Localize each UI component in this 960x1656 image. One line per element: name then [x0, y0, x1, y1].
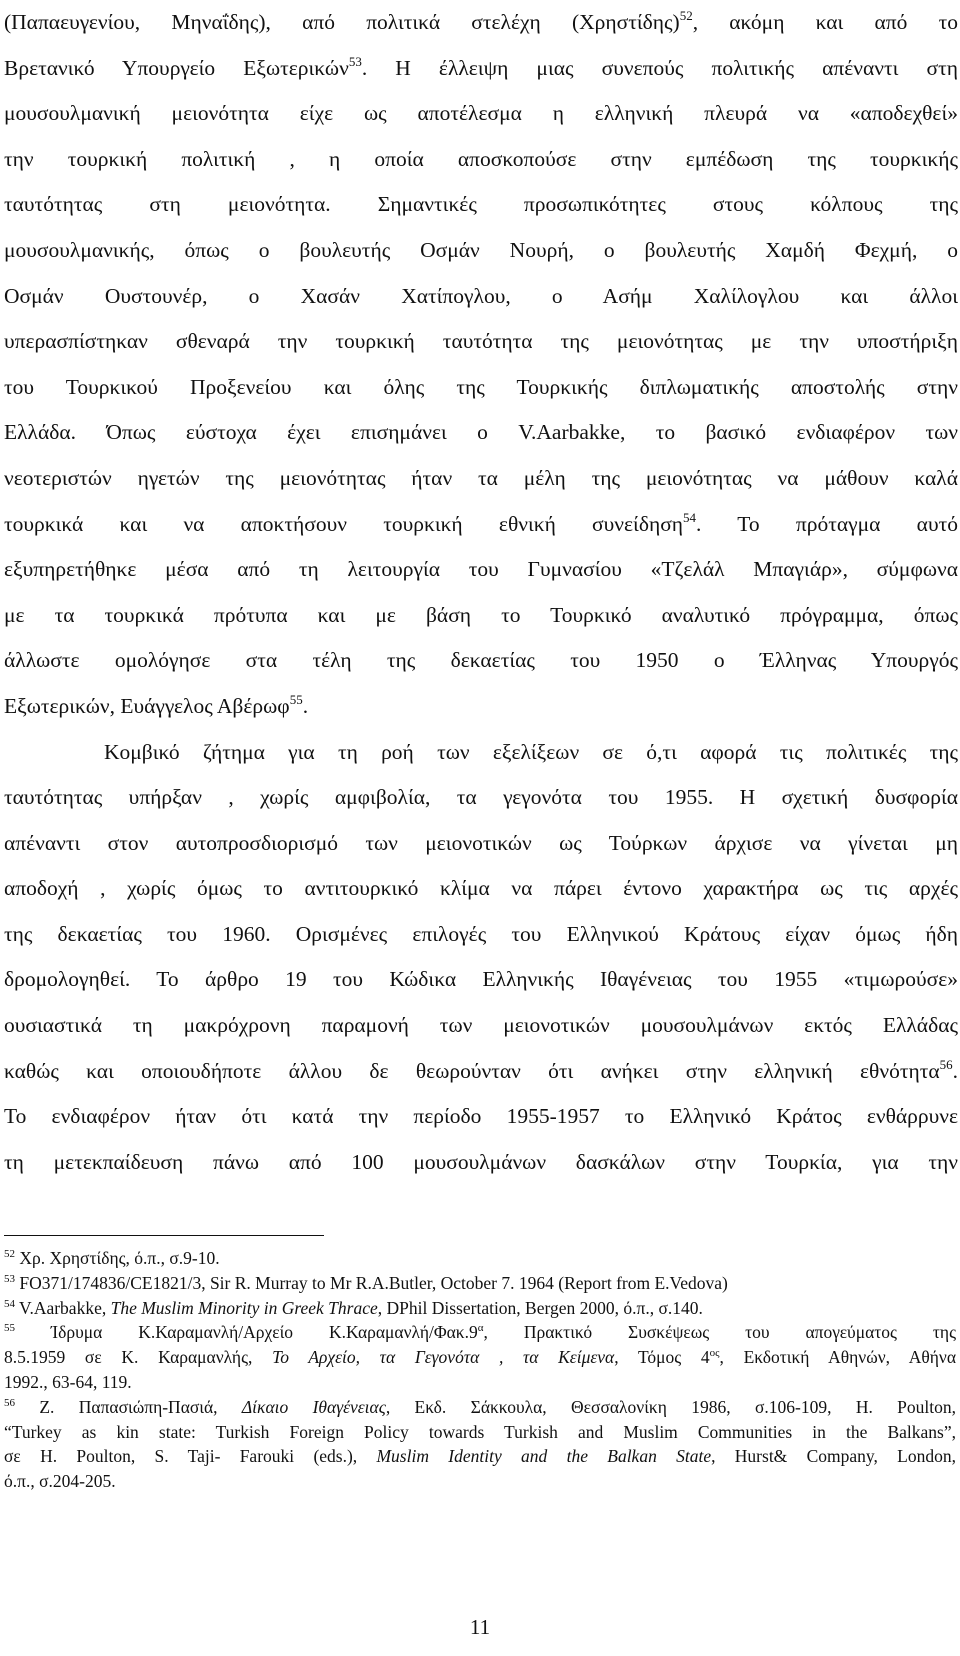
text-run: άλλωστε ομολόγησε στα τέλη της δεκαετίας του 1950 ο Έλληνας Υπουργός [4, 648, 958, 673]
body-line [4, 684, 958, 730]
text-run: Βρετανικό Υπουργείο Εξωτερικών [4, 55, 349, 80]
text-run: μουσουλμανική μειονότητα είχε ως αποτέλεσμα η ελληνική πλευρά να «αποδεχθεί» [4, 101, 958, 126]
text-run: , Εκδ. Σάκκουλα, Θεσσαλονίκη 1986, σ.106-109, H. Poulton, [385, 1396, 957, 1417]
body-line [4, 365, 958, 411]
body-line [4, 274, 958, 320]
text-run: ταυτότητας στη μειονότητα. Σημαντικές προσωπικότητες στους κόλπους της [4, 192, 958, 217]
text-run: . [952, 1058, 958, 1083]
text-run: την τουρκική πολιτική , η οποία αποσκοπούσε στην εμπέδωση της τουρκικής [4, 146, 958, 171]
text-run: , DPhil Dissertation, Bergen 2000, ό.π., σ.140. [377, 1297, 703, 1318]
text-run: 1992., 63-64, 119. [4, 1371, 132, 1392]
footnote-ref: α [477, 1322, 484, 1335]
text-run: της δεκαετίας του 1960. Ορισμένες επιλογές του Ελληνικού Κράτους είχαν όμως ήδη [4, 921, 958, 946]
text-run: ουσιαστικά τη μακρόχρονη παραμονή των μειονοτικών μουσουλμάνων εκτός Ελλάδας [4, 1013, 958, 1038]
text-run: μουσουλμανικής, όπως ο βουλευτής Οσμάν Νουρή, ο βουλευτής Χαμδή Φεχμή, ο [4, 237, 958, 262]
footnote-separator [4, 1235, 324, 1236]
footnotes [4, 1246, 956, 1494]
italic-title: The Muslim Minority in Greek Thrace [110, 1297, 378, 1318]
footnote-line [4, 1271, 956, 1296]
text-run: , Πρακτικό Συσκέψεως του απογεύματος της [483, 1322, 957, 1343]
text-run: Το ενδιαφέρον ήταν ότι κατά την περίοδο 1955-1957 το Ελληνικό Κράτος ενθάρρυνε [4, 1104, 958, 1129]
text-run: (Παπαευγενίου, Μηναΐδης), από πολιτικά στελέχη (Χρηστίδης) [4, 10, 680, 34]
footnote-ref: 53 [4, 1272, 15, 1285]
body-line [4, 1094, 958, 1140]
footnote-ref: ος [709, 1347, 720, 1360]
text-run: νεοτεριστών ηγετών της μειονότητας ήταν τα μέλη της μειονότητας να μάθουν καλά [4, 465, 958, 490]
footnote-ref: 54 [683, 509, 697, 525]
footnote-line [4, 1296, 956, 1321]
text-run: τουρκικά και να αποκτήσουν τουρκική εθνική συνείδηση [4, 511, 684, 536]
body-line [4, 182, 958, 228]
footnote-ref: 56 [4, 1396, 15, 1409]
body-line [4, 91, 958, 137]
text-run: FO371/174836/CE1821/3, Sir R. Murray to Mr R.A.Butler, October 7. 1964 (Report from E.Vedova) [15, 1272, 728, 1293]
text-run: . Η έλλειψη μιας συνεπούς πολιτικής απέναντι στη [361, 55, 959, 80]
text-run: καθώς και οποιουδήποτε άλλου δε θεωρούνταν ότι ανήκει στην ελληνική εθνότητα [4, 1058, 940, 1083]
text-run: , Εκδοτική Αθηνών, Αθήνα [719, 1347, 956, 1368]
body-line [4, 456, 958, 502]
footnote-line [4, 1395, 956, 1420]
footnote-line [4, 1246, 956, 1271]
text-run: του Τουρκικού Προξενείου και όλης της Τουρκικής διπλωματικής αποστολής στην [4, 374, 958, 399]
text-run: , Τόμος 4 [614, 1347, 710, 1368]
text-run: . Το πρόταγμα αυτό [696, 511, 958, 536]
text-run: Ελλάδα. Όπως εύστοχα έχει επισημάνει ο V.Aarbakke, το βασικό ενδιαφέρον των [4, 420, 958, 445]
footnote-ref: 52 [679, 8, 693, 23]
body-line [4, 1140, 958, 1186]
text-run: με τα τουρκικά πρότυπα και με βάση το Τουρκικό αναλυτικό πρόγραμμα, όπως [4, 602, 958, 627]
text-run: V.Aarbakke, [15, 1297, 111, 1318]
body-line [4, 410, 958, 456]
text-run: ταυτότητας υπήρξαν , χωρίς αμφιβολία, τα γεγονότα του 1955. Η σχετική δυσφορία [4, 785, 958, 810]
footnote-ref: 56 [939, 1056, 953, 1072]
body-line [4, 593, 958, 639]
footnote-line [4, 1469, 956, 1494]
body-line [4, 957, 958, 1003]
italic-title: Το Αρχείο, τα Γεγονότα , τα Κείμενα [272, 1347, 615, 1368]
text-run: Κομβικό ζήτημα για τη ροή των εξελίξεων σε ό,τι αφορά τις πολιτικές της [104, 739, 958, 764]
body-line [4, 775, 958, 821]
body-line [4, 638, 958, 684]
body-line [4, 137, 958, 183]
body-line [4, 319, 958, 365]
footnote-ref: 55 [4, 1322, 15, 1335]
text-run: δρομολογηθεί. Το άρθρο 19 του Κώδικα Ελληνικής Ιθαγένειας του 1955 «τιμωρούσε» [4, 967, 958, 992]
body-line [4, 547, 958, 593]
text-run: αποδοχή , χωρίς όμως το αντιτουρκικό κλίμα να πάρει έντονο χαρακτήρα ως τις αρχές [4, 876, 958, 901]
footnote-line [4, 1370, 956, 1395]
body-text [4, 0, 958, 1185]
body-line [4, 1003, 958, 1049]
footnote-line [4, 1320, 956, 1345]
footnote-line [4, 1420, 956, 1445]
footnote-line [4, 1444, 956, 1469]
footnote-line [4, 1345, 956, 1370]
text-run: , ακόμη και από το [692, 10, 958, 34]
footnote-ref: 55 [289, 691, 303, 707]
body-line [4, 912, 958, 958]
body-line [4, 228, 958, 274]
text-run: Ίδρυμα Κ.Καραμανλή/Αρχείο Κ.Καραμανλή/Φακ.9 [15, 1322, 478, 1343]
page-number: 11 [469, 1615, 491, 1639]
text-run: , Hurst& Company, London, [711, 1446, 957, 1467]
italic-title: Δίκαιο Ιθαγένειας [241, 1396, 386, 1417]
text-run: υπερασπίστηκαν σθεναρά την τουρκική ταυτότητα της μειονότητας με την υποστήριξη [4, 329, 958, 354]
text-run: Ζ. Παπασιώπη-Πασιά, [15, 1396, 242, 1417]
text-run: . [302, 693, 309, 718]
footnote-ref: 52 [4, 1248, 15, 1260]
body-line [4, 1049, 958, 1095]
text-run: 8.5.1959 σε Κ. Καραμανλής, [4, 1347, 273, 1368]
footnote-ref: 54 [4, 1297, 15, 1310]
footnote-ref: 53 [348, 53, 362, 69]
text-run: Εξωτερικών, Ευάγγελος Αβέρωφ [4, 693, 290, 718]
text-run: “Turkey as kin state: Turkish Foreign Policy towards Turkish and Muslim Communities in the Balkans”, [4, 1421, 956, 1442]
text-run: απέναντι στον αυτοπροσδιορισμό των μειονοτικών ως Τούρκων άρχισε να γίνεται μη [4, 830, 958, 855]
text-run: εξυπηρετήθηκε μέσα από τη λειτουργία του Γυμνασίου «Τζελάλ Μπαγιάρ», σύμφωνα [4, 557, 958, 582]
body-line [4, 730, 958, 776]
body-line [4, 46, 958, 92]
text-run: ό.π., σ.204-205. [4, 1471, 116, 1492]
body-line [4, 0, 958, 46]
body-line [4, 866, 958, 912]
text-run: σε H. Poulton, S. Taji- Farouki (eds.), [4, 1446, 377, 1467]
text-run: τη μετεκπαίδευση πάνω από 100 μουσουλμάνων δασκάλων στην Τουρκία, για την [4, 1149, 958, 1174]
body-line [4, 502, 958, 548]
text-run: Χρ. Χρηστίδης, ό.π., σ.9-10. [15, 1248, 220, 1268]
body-line [4, 821, 958, 867]
text-run: Οσμάν Ουστουνέρ, ο Χασάν Χατίπογλου, ο Ασήμ Χαλίλογλου και άλλοι [4, 283, 958, 308]
italic-title: Muslim Identity and the Balkan State [376, 1446, 712, 1467]
